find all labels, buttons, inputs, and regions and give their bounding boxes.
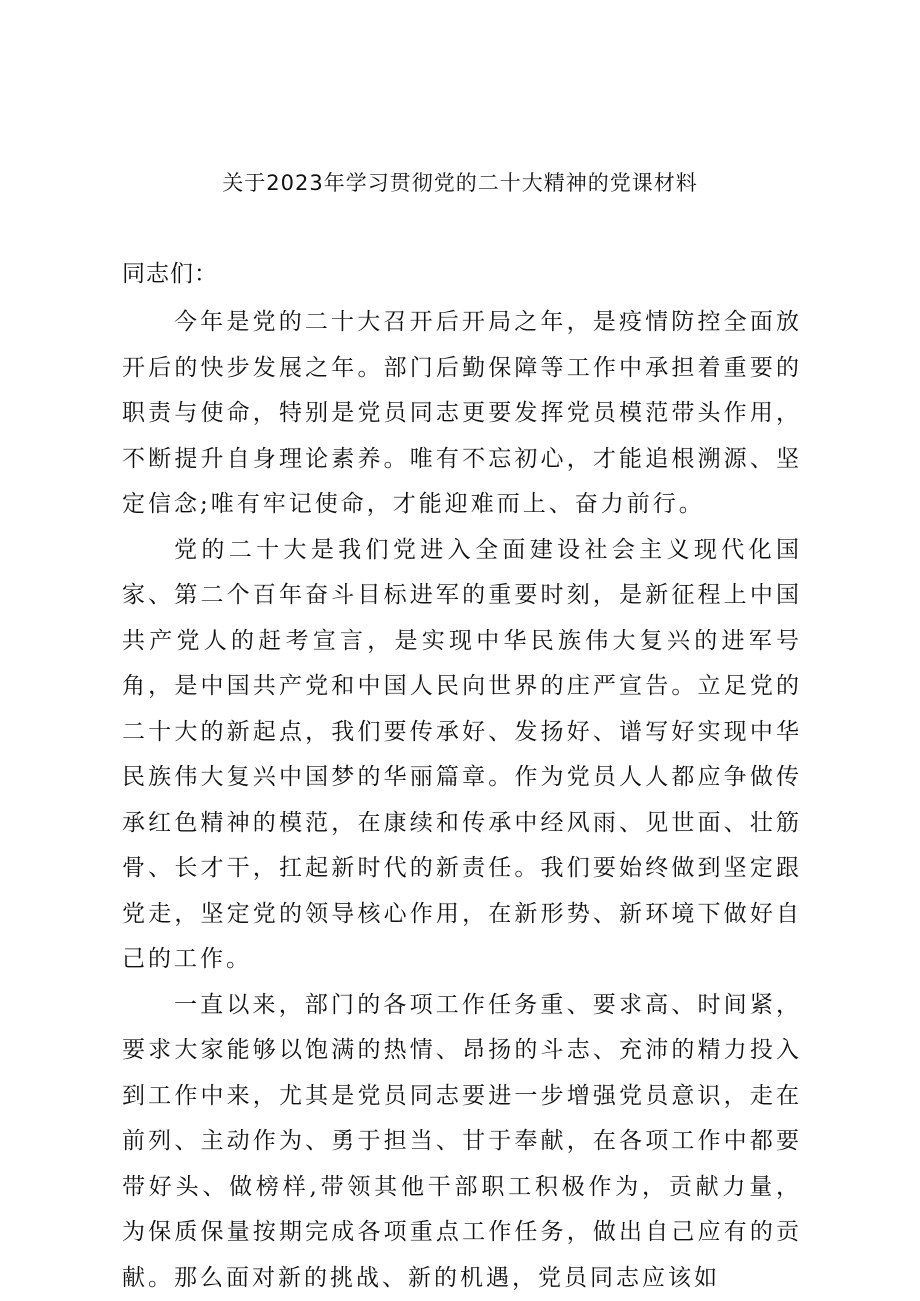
paragraph-3: 一直以来，部门的各项工作任务重、要求高、时间紧，要求大家能够以饱满的热情、昂扬的斗志、充沛的精力投入到工作中来，尤其是党员同志要进一步增强党员意识，走在前列、主动作为、勇于担当、甘于奉献，在各项工作中都要带好头、做榜样,带领其他干部职工积极作为，贡献力量，为保质保量按期完成各项重点工作任务，做出自己应有的贡献。那么面对新的挑战、新的机遇，党员同志应该如 bbox=[122, 991, 802, 1291]
paragraph-2: 党的二十大是我们党进入全面建设社会主义现代化国家、第二个百年奋斗目标进军的重要时刻，是新征程上中国共产党人的赶考宣言，是实现中华民族伟大复兴的进军号角，是中国共产党和中国人民向世界的庄严宣告。立足党的二十大的新起点，我们要传承好、发扬好、谱写好实现中华民族伟大复兴中国梦的华丽篇章。作为党员人人都应争做传承红色精神的模范，在康续和传承中经风雨、见世面、壮筋骨、长才干，扛起新时代的新责任。我们要始终做到坚定跟党走，坚定党的领导核心作用，在新形势、新环境下做好自己的工作。 bbox=[122, 536, 802, 972]
paragraph-1: 今年是党的二十大召开后开局之年，是疫情防控全面放开后的快步发展之年。部门后勤保障等工作中承担着重要的职责与使命，特别是党员同志更要发挥党员模范带头作用，不断提升自身理论素养。唯有不忘初心，才能追根溯源、坚定信念;唯有牢记使命，才能迎难而上、奋力前行。 bbox=[122, 309, 802, 517]
document-title: 关于2023年学习贯彻党的二十大精神的党课材料 bbox=[222, 171, 698, 195]
document-body bbox=[122, 300, 802, 1301]
salutation: 同志们： bbox=[122, 261, 218, 287]
